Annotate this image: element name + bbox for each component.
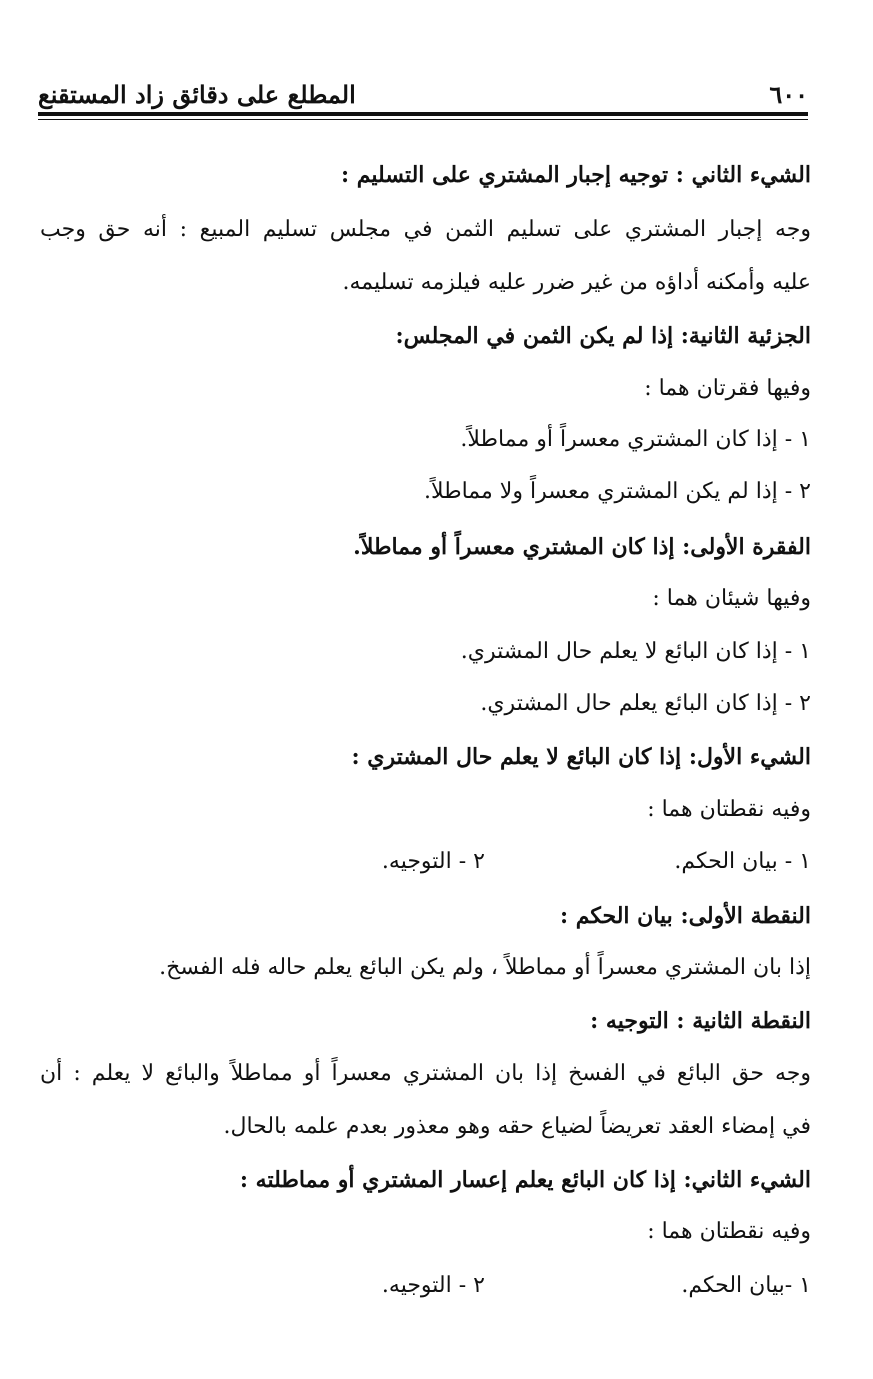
paragraph-line: إذا بان المشتري معسراً أو مماطلاً ، ولم يكن البائع يعلم حاله فله الفسخ. xyxy=(159,955,811,980)
header-rule-thin xyxy=(38,119,808,120)
paragraph-line: في إمضاء العقد تعريضاً لضياع حقه وهو معذور بعدم علمه بالحال. xyxy=(223,1114,811,1139)
section-heading: النقطة الثانية : التوجيه : xyxy=(590,1008,811,1034)
header-rule-thick xyxy=(38,112,808,116)
book-title: المطلع على دقائق زاد المستقنع xyxy=(38,80,356,109)
list-item: ٢ - إذا كان البائع يعلم حال المشتري. xyxy=(480,691,811,716)
list-item: ١ -بيان الحكم. xyxy=(681,1273,811,1298)
section-heading: الشيء الثاني : توجيه إجبار المشتري على التسليم : xyxy=(340,162,811,188)
paragraph-line: وجه إجبار المشتري على تسليم الثمن في مجلس تسليم المبيع : أنه حق وجب xyxy=(40,217,811,242)
paragraph-line: وفيها شيئان هما : xyxy=(652,586,811,611)
paragraph-line: وفيه نقطتان هما : xyxy=(647,1219,811,1244)
paragraph-line: وجه حق البائع في الفسخ إذا بان المشتري معسراً أو مماطلاً والبائع لا يعلم : أن xyxy=(40,1061,811,1086)
section-heading: الفقرة الأولى: إذا كان المشتري معسراً أو مماطلاً. xyxy=(353,534,811,560)
paragraph-line: عليه وأمكنه أداؤه من غير ضرر عليه فيلزمه تسليمه. xyxy=(342,270,811,295)
list-item: ١ - بيان الحكم. xyxy=(674,849,811,874)
paragraph-line: وفيه نقطتان هما : xyxy=(647,797,811,822)
paragraph-line: وفيها فقرتان هما : xyxy=(644,376,811,401)
list-item: ٢ - التوجيه. xyxy=(381,849,485,874)
page-number: ٦٠٠ xyxy=(769,80,808,109)
section-heading: الشيء الثاني: إذا كان البائع يعلم إعسار المشتري أو مماطلته : xyxy=(239,1167,811,1193)
list-item: ١ - إذا كان المشتري معسراً أو مماطلاً. xyxy=(460,427,811,452)
section-heading: الجزئية الثانية: إذا لم يكن الثمن في المجلس: xyxy=(395,323,811,349)
list-item: ١ - إذا كان البائع لا يعلم حال المشتري. xyxy=(460,639,811,664)
list-item: ٢ - إذا لم يكن المشتري معسراً ولا مماطلاً. xyxy=(423,479,811,504)
list-item: ٢ - التوجيه. xyxy=(381,1273,485,1298)
section-heading: النقطة الأولى: بيان الحكم : xyxy=(559,903,811,929)
section-heading: الشيء الأول: إذا كان البائع لا يعلم حال المشتري : xyxy=(351,744,811,770)
page-header xyxy=(38,80,808,116)
